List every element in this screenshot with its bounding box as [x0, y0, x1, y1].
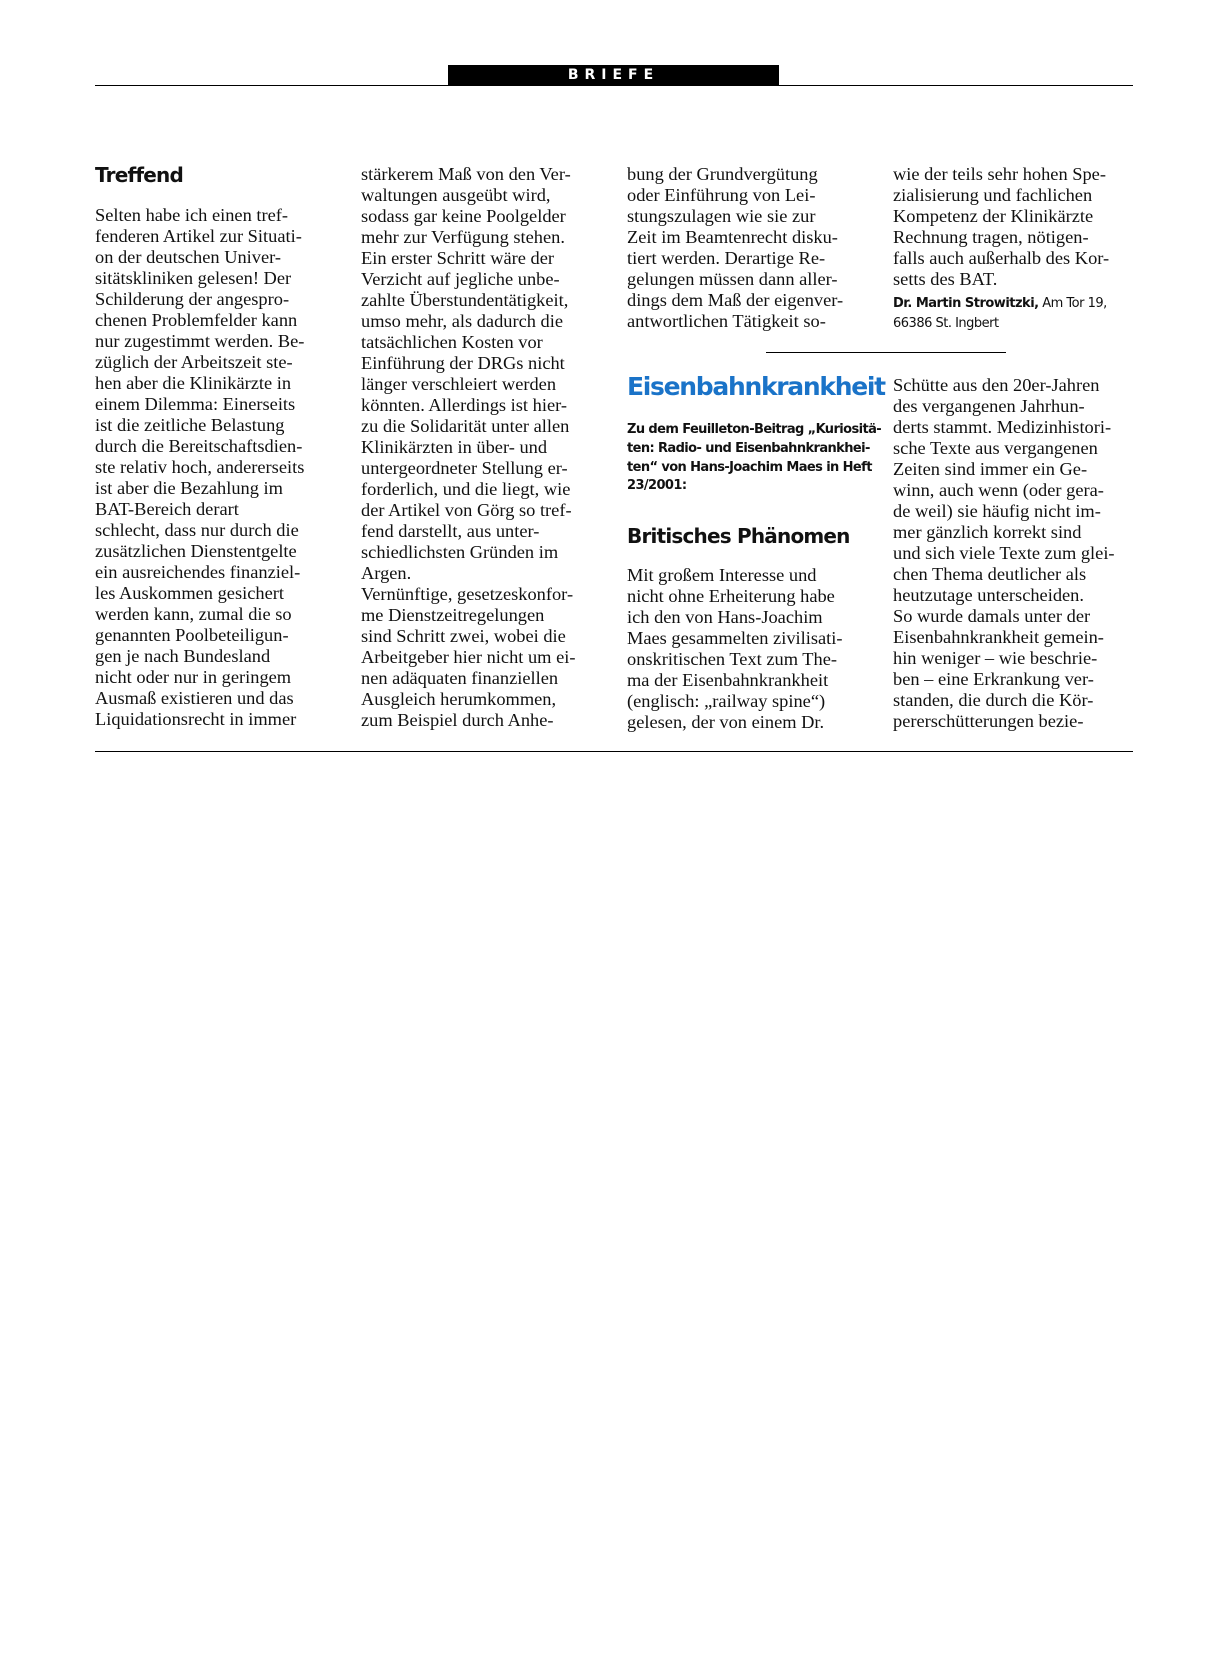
text-line: Argen.	[361, 563, 412, 583]
text-line: stungszulagen wie sie zur	[627, 206, 816, 226]
text-line: ten“ von Hans-Joachim Maes in Heft	[627, 459, 872, 475]
text-line: 23/2001:	[627, 478, 687, 494]
text-line: ten: Radio- und Eisenbahnkrankhei-	[627, 440, 870, 456]
text-line: Klinikärzten in über- und	[361, 437, 548, 457]
text-line: derts stammt. Medizinhistori-	[893, 417, 1112, 437]
text-line: genannten Poolbeteiligun-	[95, 625, 289, 645]
text-line: Kompetenz der Klinikärzte	[893, 206, 1094, 226]
text-line: länger verschleiert werden	[361, 374, 557, 394]
text-line: Vernünftige, gesetzeskonfor-	[361, 584, 574, 604]
text-line: gelungen müssen dann aller-	[627, 269, 838, 289]
text-line: on der deutschen Univer-	[95, 247, 282, 267]
letter-heading-britisch: Britisches Phänomen	[627, 524, 850, 548]
text-line: zu die Solidarität unter allen	[361, 416, 570, 436]
text-line: stärkerem Maß von den Ver-	[361, 164, 571, 184]
section-label: BRIEFE	[448, 65, 779, 86]
text-line: sche Texte aus vergangenen	[893, 438, 1098, 458]
letter2-column-4	[893, 375, 1133, 732]
text-line: heutzutage unterscheiden.	[893, 585, 1084, 605]
text-line: Ausmaß existieren und das	[95, 688, 294, 708]
text-line: sodass gar keine Poolgelder	[361, 206, 566, 226]
letter2-intro	[627, 421, 882, 496]
text-line: ich den von Hans-Joachim	[627, 607, 823, 627]
topic-heading: Eisenbahnkrankheit	[627, 372, 885, 401]
text-line: nen adäquaten finanziellen	[361, 668, 559, 688]
text-line: nicht oder nur in geringem	[95, 667, 292, 687]
text-line: les Auskommen gesichert	[95, 583, 284, 603]
text-line: Zeiten sind immer ein Ge-	[893, 459, 1088, 479]
letter1-signature	[893, 294, 1107, 334]
text-line: mer gänzlich korrekt sind	[893, 522, 1082, 542]
text-line: schiedlichsten Gründen im	[361, 542, 559, 562]
text-line: Ein erster Schritt wäre der	[361, 248, 555, 268]
text-line: dings dem Maß der eigenver-	[627, 290, 844, 310]
text-line: durch die Bereitschaftsdien-	[95, 436, 303, 456]
text-line: wie der teils sehr hohen Spe-	[893, 164, 1106, 184]
text-line: zusätzlichen Dienstentgelte	[95, 541, 297, 561]
letter1-column-1	[95, 205, 335, 730]
text-line: me Dienstzeitregelungen	[361, 605, 545, 625]
text-line: mehr zur Verfügung stehen.	[361, 227, 565, 247]
text-line: gelesen, der von einem Dr.	[627, 712, 825, 732]
text-line: züglich der Arbeitszeit ste-	[95, 352, 293, 372]
text-line: tatsächlichen Kosten vor	[361, 332, 543, 352]
text-line: des vergangenen Jahrhun-	[893, 396, 1085, 416]
text-line: ste relativ hoch, andererseits	[95, 457, 305, 477]
text-line: Ausgleich herumkommen,	[361, 689, 557, 709]
text-line: de weil) sie häufig nicht im-	[893, 501, 1101, 521]
text-line: der Artikel von Görg so tref-	[361, 500, 572, 520]
bottom-rule	[95, 751, 1133, 752]
letter1-column-2	[361, 164, 601, 731]
text-line: bung der Grundvergütung	[627, 164, 818, 184]
text-line: tiert werden. Derartige Re-	[627, 248, 826, 268]
text-line: ist aber die Bezahlung im	[95, 478, 283, 498]
text-line: und sich viele Texte zum glei-	[893, 543, 1115, 563]
text-line: ist die zeitliche Belastung	[95, 415, 285, 435]
text-line: nur zugestimmt werden. Be-	[95, 331, 305, 351]
text-line: ma der Eisenbahnkrankheit	[627, 670, 829, 690]
text-line: waltungen ausgeübt wird,	[361, 185, 551, 205]
text-line: ein ausreichendes finanziel-	[95, 562, 301, 582]
text-line: hin weniger – wie beschrie-	[893, 648, 1098, 668]
text-line: BAT-Bereich derart	[95, 499, 239, 519]
text-line: Verzicht auf jegliche unbe-	[361, 269, 560, 289]
text-line: oder Einführung von Lei-	[627, 185, 816, 205]
text-line: zahlte Überstundentätigkeit,	[361, 290, 569, 310]
text-line: Rechnung tragen, nötigen-	[893, 227, 1089, 247]
text-line: untergeordneter Stellung er-	[361, 458, 568, 478]
text-line: sitätskliniken gelesen! Der	[95, 268, 292, 288]
text-line: chenen Problemfelder kann	[95, 310, 298, 330]
signature-address-city: 66386 St. Ingbert	[893, 316, 999, 331]
text-line: Liquidationsrecht in immer	[95, 709, 297, 729]
text-line: sind Schritt zwei, wobei die	[361, 626, 566, 646]
text-line: Zeit im Beamtenrecht disku-	[627, 227, 838, 247]
text-line: Eisenbahnkrankheit gemein-	[893, 627, 1104, 647]
section-divider	[766, 352, 1006, 353]
text-line: chen Thema deutlicher als	[893, 564, 1087, 584]
letter1-column-3	[627, 164, 867, 332]
signature-address-street: Am Tor 19,	[1038, 296, 1107, 311]
text-line: forderlich, und die liegt, wie	[361, 479, 571, 499]
text-line: gen je nach Bundesland	[95, 646, 271, 666]
text-line: fend darstellt, aus unter-	[361, 521, 540, 541]
text-line: (englisch: „railway spine“)	[627, 691, 826, 711]
signature-name: Dr. Martin Strowitzki,	[893, 296, 1039, 311]
text-line: So wurde damals unter der	[893, 606, 1091, 626]
letter2-column-3	[627, 565, 867, 733]
text-line: Zu dem Feuilleton-Beitrag „Kuriositä-	[627, 422, 882, 437]
text-line: nicht ohne Erheiterung habe	[627, 586, 835, 606]
text-line: Schilderung der angespro-	[95, 289, 290, 309]
text-line: umso mehr, als dadurch die	[361, 311, 564, 331]
text-line: zialisierung und fachlichen	[893, 185, 1093, 205]
text-line: falls auch außerhalb des Kor-	[893, 248, 1110, 268]
text-line: hen aber die Klinikärzte in	[95, 373, 292, 393]
text-line: Selten habe ich einen tref-	[95, 205, 289, 225]
text-line: Einführung der DRGs nicht	[361, 353, 565, 373]
text-line: zum Beispiel durch Anhe-	[361, 710, 554, 730]
text-line: schlecht, dass nur durch die	[95, 520, 299, 540]
text-line: fenderen Artikel zur Situati-	[95, 226, 302, 246]
text-line: onskritischen Text zum The-	[627, 649, 837, 669]
text-line: könnten. Allerdings ist hier-	[361, 395, 567, 415]
text-line: Mit großem Interesse und	[627, 565, 817, 585]
text-line: ben – eine Erkrankung ver-	[893, 669, 1094, 689]
text-line: standen, die durch die Kör-	[893, 690, 1094, 710]
text-line: einem Dilemma: Einerseits	[95, 394, 296, 414]
text-line: Schütte aus den 20er-Jahren	[893, 375, 1100, 395]
text-line: pererschütterungen bezie-	[893, 711, 1084, 731]
text-line: werden kann, zumal die so	[95, 604, 292, 624]
text-line: Arbeitgeber hier nicht um ei-	[361, 647, 576, 667]
letter1-column-4	[893, 164, 1133, 290]
text-line: Maes gesammelten zivilisati-	[627, 628, 843, 648]
text-line: setts des BAT.	[893, 269, 998, 289]
text-line: winn, auch wenn (oder gera-	[893, 480, 1104, 500]
letter-heading-treffend: Treffend	[95, 163, 183, 187]
text-line: antwortlichen Tätigkeit so-	[627, 311, 826, 331]
